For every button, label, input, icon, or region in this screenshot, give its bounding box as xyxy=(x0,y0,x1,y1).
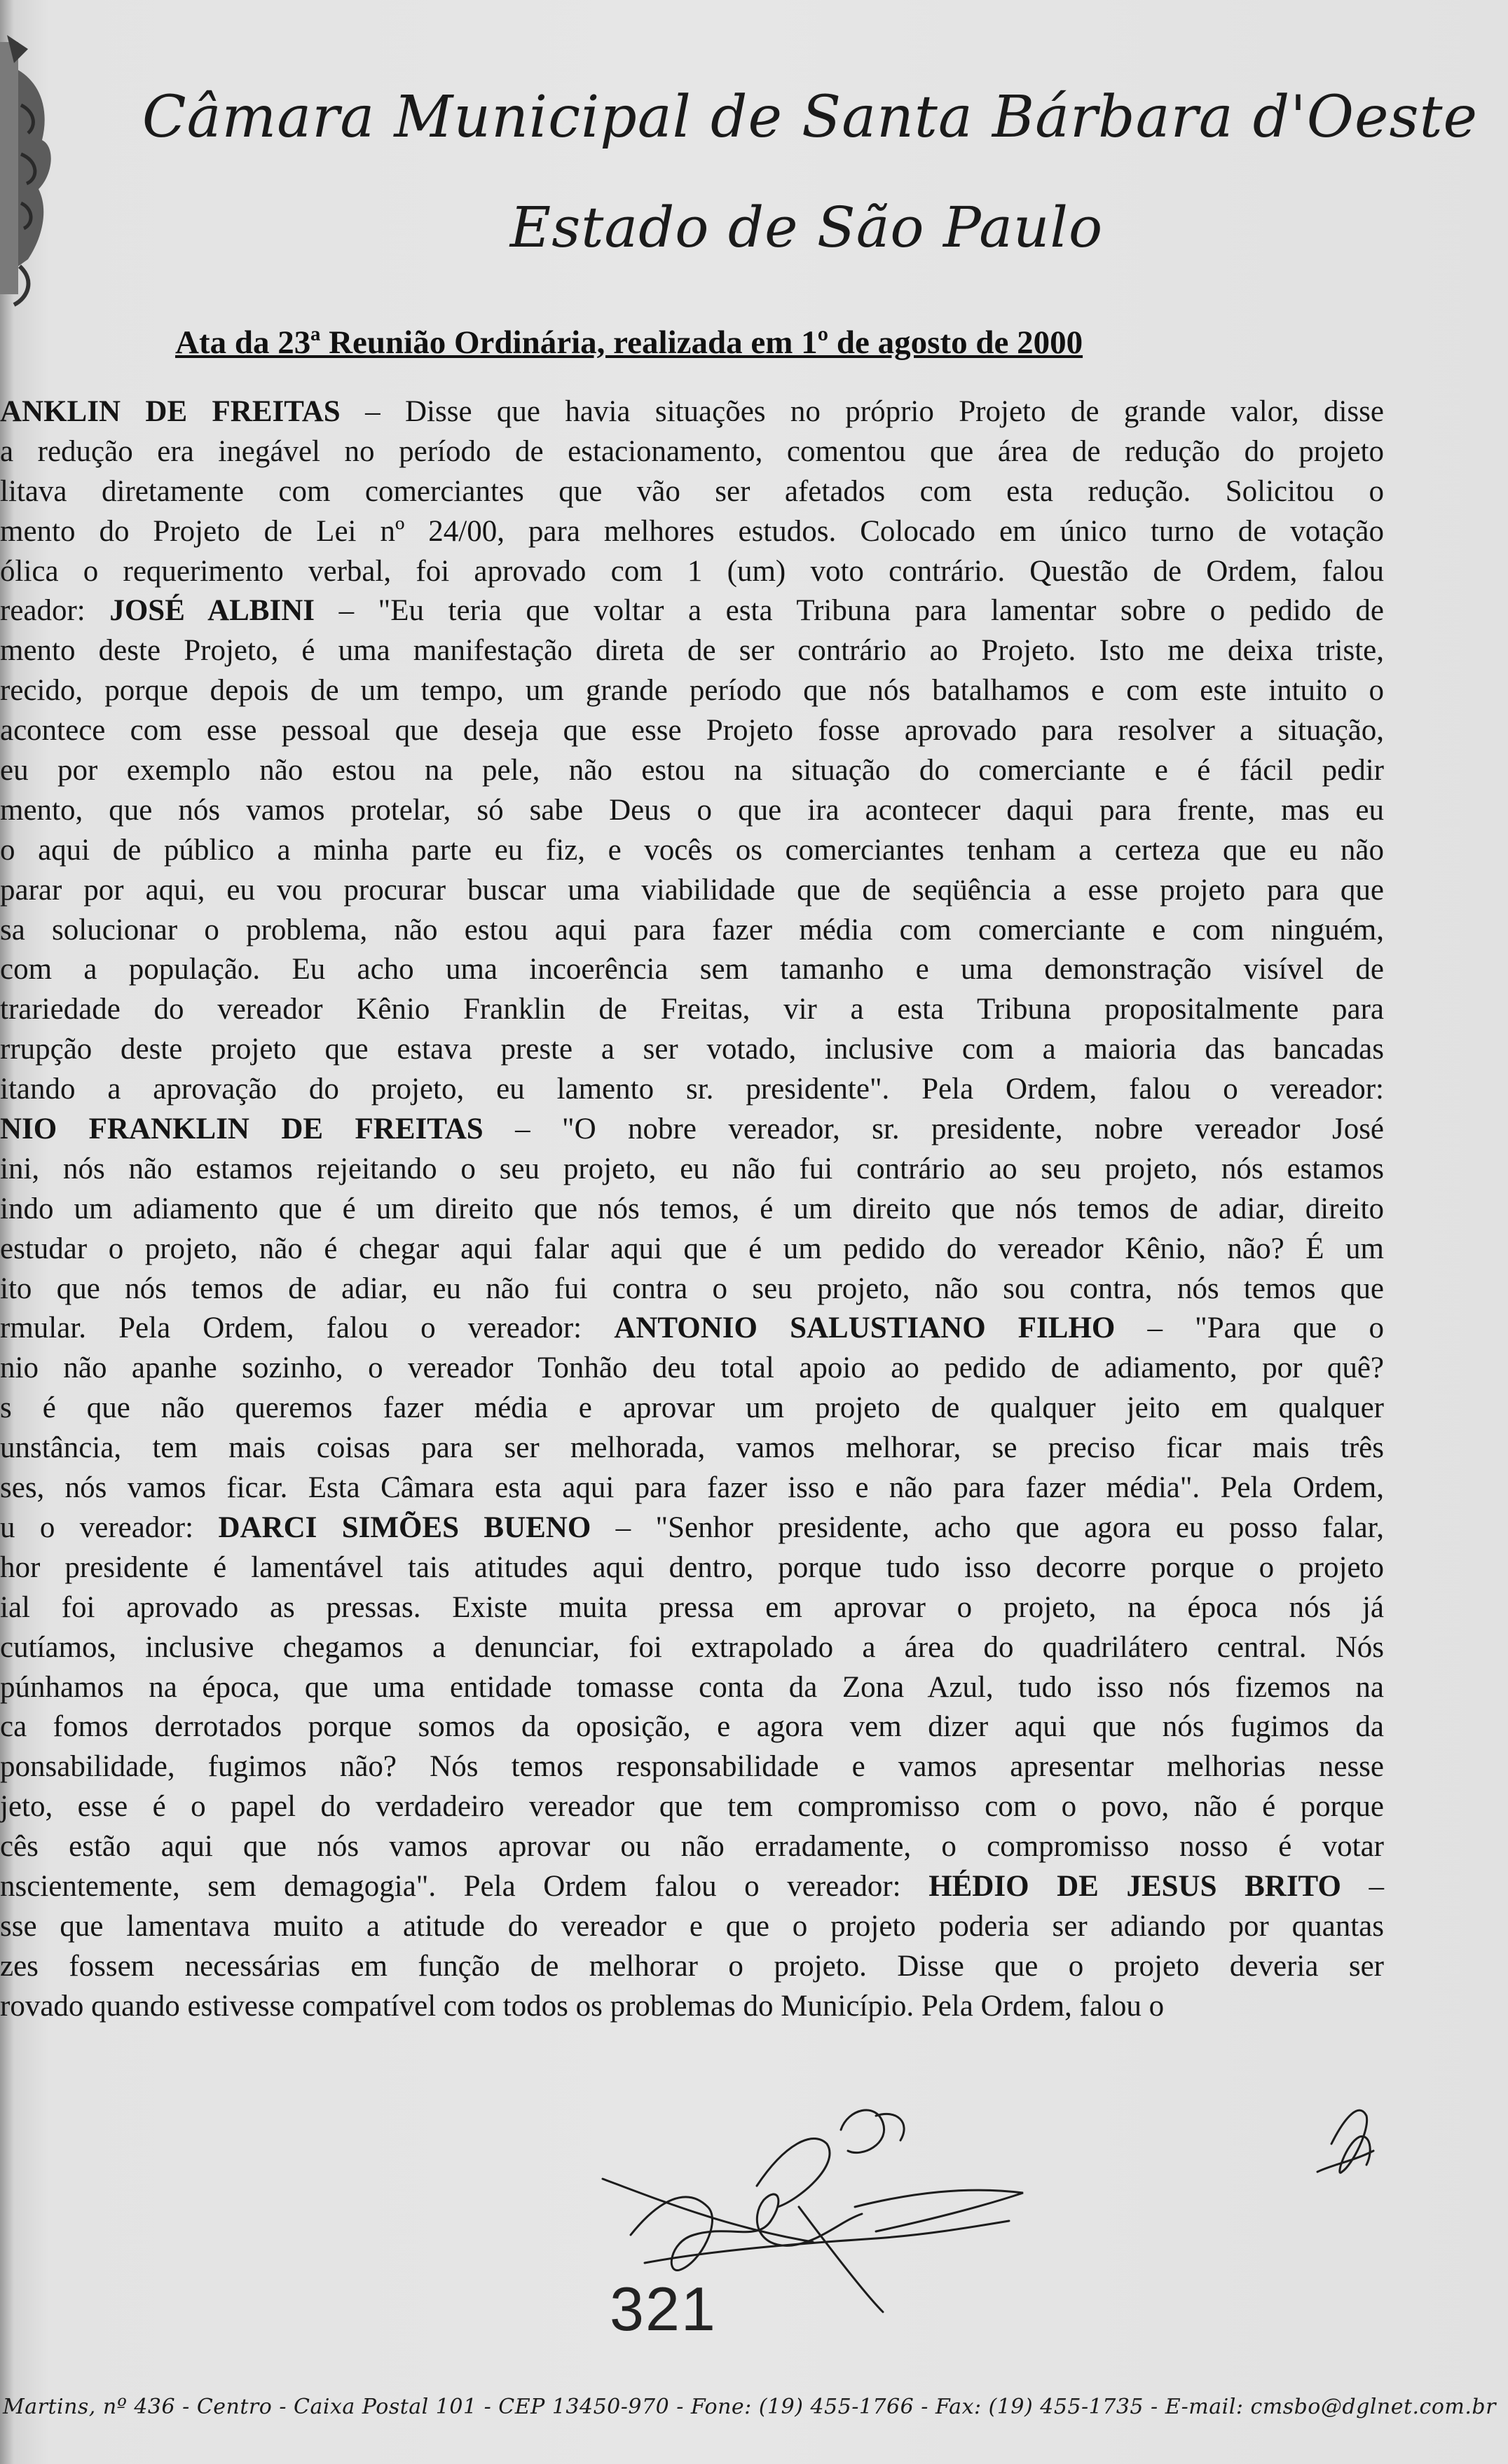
coat-of-arms-emblem xyxy=(0,28,63,308)
body-line: cês estão aqui que nós vamos aprovar ou não erradamente, o compromisso nosso é votar xyxy=(0,1830,1384,1864)
body-line: reador: JOSÉ ALBINI – "Eu teria que voltar a esta Tribuna para lamentar sobre o pedido de xyxy=(0,594,1385,628)
body-line: rmular. Pela Ordem, falou o vereador: ANTONIO SALUSTIANO FILHO – "Para que o xyxy=(0,1312,1384,1345)
speaker-name: HÉDIO DE JESUS BRITO xyxy=(928,1869,1341,1903)
speaker-name: ANTONIO SALUSTIANO FILHO xyxy=(614,1312,1116,1345)
body-line: ólica o requerimento verbal, foi aprovado com 1 (um) voto contrário. Questão de Ordem, falou xyxy=(0,554,1384,588)
speaker-name: NIO FRANKLIN DE FREITAS xyxy=(0,1113,484,1146)
page-number: 321 xyxy=(610,2274,717,2343)
body-line: acontece com esse pessoal que deseja que esse Projeto fosse aprovado para resolver a situação, xyxy=(0,714,1384,748)
speaker-name: ANKLIN DE FREITAS xyxy=(0,395,341,428)
body-line: NIO FRANKLIN DE FREITAS – "O nobre vereador, sr. presidente, nobre vereador José xyxy=(0,1113,1385,1146)
body-line: ini, nós não estamos rejeitando o seu projeto, eu não fui contrário ao seu projeto, nós estamos xyxy=(0,1152,1384,1185)
body-line: u o vereador: DARCI SIMÕES BUENO – "Senhor presidente, acho que agora eu posso falar, xyxy=(0,1510,1384,1544)
body-line: a redução era inegável no período de estacionamento, comentou que área de redução do projeto xyxy=(0,434,1384,468)
body-line: litava diretamente com comerciantes que vão ser afetados com esta redução. Solicitou o xyxy=(0,474,1384,508)
body-line: rrupção deste projeto que estava preste a ser votado, inclusive com a maioria das bancadas xyxy=(0,1033,1384,1066)
body-line: zes fossem necessárias em função de melhorar o projeto. Disse que o projeto deveria ser xyxy=(0,1949,1384,1983)
body-line: trariedade do vereador Kênio Franklin de Freitas, vir a esta Tribuna propositalmente para xyxy=(0,993,1384,1026)
body-line: ses, nós vamos ficar. Esta Câmara esta aqui para fazer isso e não para fazer média". Pela Ordem, xyxy=(0,1471,1384,1505)
speaker-name: JOSÉ ALBINI xyxy=(109,594,315,628)
body-line: ponsabilidade, fugimos não? Nós temos responsabilidade e vamos apresentar melhorias nesse xyxy=(0,1750,1384,1784)
body-line: ANKLIN DE FREITAS – Disse que havia situações no próprio Projeto de grande valor, disse xyxy=(0,395,1384,428)
body-line: indo um adiamento que é um direito que nós temos, é um direito que nós temos de adiar, direito xyxy=(0,1192,1384,1225)
body-line: mento, que nós vamos protelar, só sabe Deus o que ira acontecer daqui para frente, mas eu xyxy=(0,793,1384,827)
body-line: recido, porque depois de um tempo, um grande período que nós batalhamos e com este intuito o xyxy=(0,674,1384,708)
minutes-title: Ata da 23ª Reunião Ordinária, realizada em 1º de agosto de 2000 xyxy=(175,324,1083,361)
body-line: rovado quando estivesse compatível com todos os problemas do Município. Pela Ordem, falou o xyxy=(0,1989,1165,2023)
body-line: ito que nós temos de adiar, eu não fui contra o seu projeto, não sou contra, nós temos que xyxy=(0,1272,1384,1305)
chamber-name-heading: Câmara Municipal de Santa Bárbara d'Oeste xyxy=(142,84,1479,151)
body-line: estudar o projeto, não é chegar aqui falar aqui que é um pedido do vereador Kênio, não? É um xyxy=(0,1232,1384,1265)
body-line: parar por aqui, eu vou procurar buscar uma viabilidade que de seqüência a esse projeto para que xyxy=(0,873,1384,907)
body-line: eu por exemplo não estou na pele, não estou na situação do comerciante e é fácil pedir xyxy=(0,754,1384,787)
body-line: unstância, tem mais coisas para ser melhorada, vamos melhorar, se preciso ficar mais três xyxy=(0,1431,1384,1465)
minutes-body-text xyxy=(0,392,1384,2027)
body-line: sse que lamentava muito a atitude do vereador e que o projeto poderia ser adiando por quantas xyxy=(0,1909,1384,1943)
body-line: cutíamos, inclusive chegamos a denunciar, foi extrapolado a área do quadrilátero central. Nós xyxy=(0,1630,1384,1664)
body-line: s é que não queremos fazer média e aprovar um projeto de qualquer jeito em qualquer xyxy=(0,1391,1384,1425)
body-line: com a população. Eu acho uma incoerência sem tamanho e uma demonstração visível de xyxy=(0,953,1384,986)
body-line: hor presidente é lamentável tais atitudes aqui dentro, porque tudo isso decorre porque o projeto xyxy=(0,1550,1384,1584)
body-line: mento deste Projeto, é uma manifestação direta de ser contrário ao Projeto. Isto me deixa triste, xyxy=(0,634,1384,668)
body-line: o aqui de público a minha parte eu fiz, e vocês os comerciantes tenham a certeza que eu não xyxy=(0,833,1384,867)
address-footer: Martins, nº 436 - Centro - Caixa Postal 101 - CEP 13450-970 - Fone: (19) 455-1766 - Fax: (19) 455-1735 - E-mail: cmsbo@dglnet.com.br xyxy=(3,2395,1496,2419)
body-line: mento do Projeto de Lei nº 24/00, para melhores estudos. Colocado em único turno de votação xyxy=(0,514,1384,548)
body-line: nio não apanhe sozinho, o vereador Tonhão deu total apoio ao pedido de adiamento, por quê? xyxy=(0,1351,1384,1385)
body-line: púnhamos na época, que uma entidade tomasse conta da Zona Azul, tudo isso nós fizemos na xyxy=(0,1670,1384,1704)
body-line: ial foi aprovado as pressas. Existe muita pressa em aprovar o projeto, na época nós já xyxy=(0,1590,1384,1624)
body-line: nscientemente, sem demagogia". Pela Ordem falou o vereador: HÉDIO DE JESUS BRITO – xyxy=(0,1869,1384,1903)
body-line: ca fomos derrotados porque somos da oposição, e agora vem dizer aqui que nós fugimos da xyxy=(0,1710,1384,1744)
body-line: jeto, esse é o papel do verdadeiro vereador que tem compromisso com o povo, não é porque xyxy=(0,1790,1384,1824)
state-name-heading: Estado de São Paulo xyxy=(509,195,1104,260)
body-line: itando a aprovação do projeto, eu lamento sr. presidente". Pela Ordem, falou o vereador: xyxy=(0,1073,1384,1106)
body-line: sa solucionar o problema, não estou aqui para fazer média com comerciante e com ninguém, xyxy=(0,913,1384,947)
speaker-name: DARCI SIMÕES BUENO xyxy=(218,1510,591,1544)
